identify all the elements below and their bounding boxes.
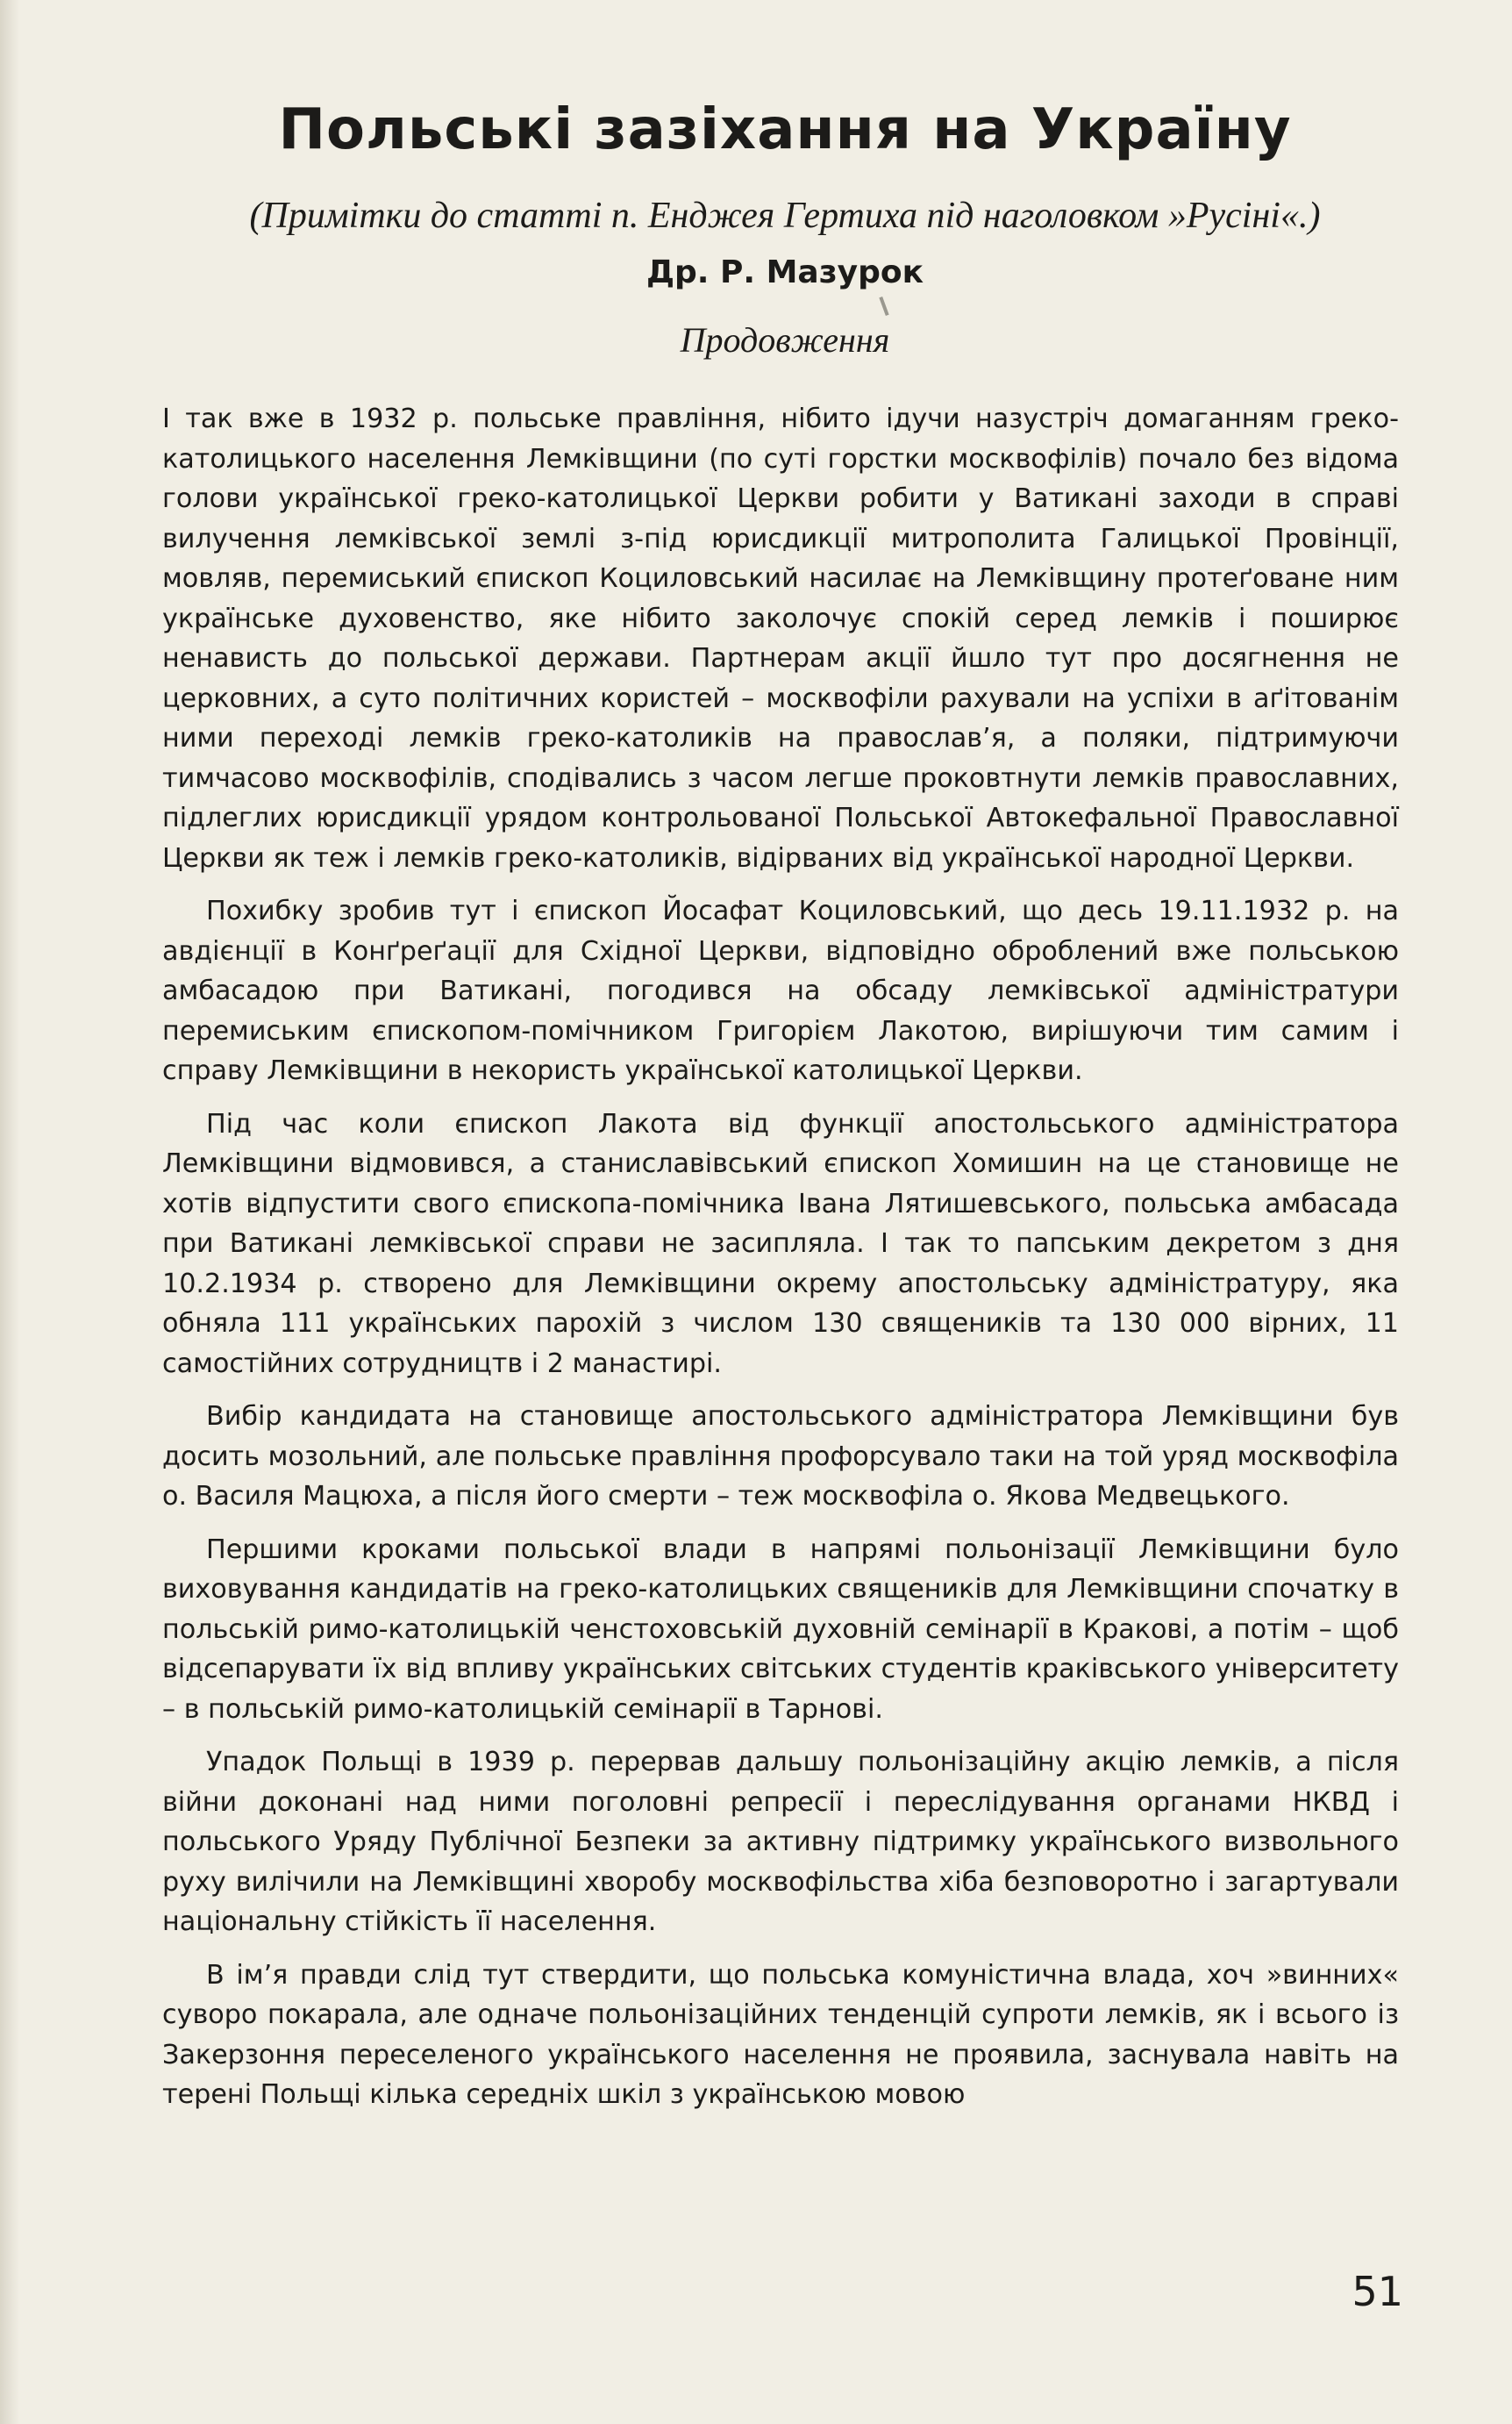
page-edge-shadow	[0, 0, 19, 2424]
continuation-note: Продовження	[680, 320, 890, 361]
paragraph: Вибір кандидата на становище апостольського адміністратора Лемківщини був досить мозольний, але польське правління профорсувало таки на той уряд москвофіла о. Василя Мацюха, а після його смерти – теж москвофіла о. Якова Медвецького.	[162, 1401, 1399, 1512]
article-subtitle: (Примітки до статті п. Енджея Гертиха під наголовком »Русіні«.)	[249, 195, 1321, 236]
paragraph: І так вже в 1932 р. польське правління, нібито ідучи назустріч домаганням греко-католицького населення Лемківщини (по суті горстки москвофілів) почало без відома голови української греко-католицької Церкви робити у Ватикані заходи в справі вилучення лемківської землі з-під юрисдикції митрополита Галицької Провінції, мовляв, перемиський єпископ Коциловський насилає на Лемківщину протеґоване ним українське духовенство, яке нібито заколочує спокій серед лемків і поширює ненависть до польської держави. Партнерам акції йшло тут про досягнення не церковних, а суто політичних користей – москвофіли рахували на успіхи в аґітованім ними переході лемків греко-католиків на православ’я, а поляки, підтримуючи тимчасово москвофілів, сподівались з часом легше проковтнути лемків православних, підлеглих юрисдикції урядом контрольованої Польської Автокефальної Православної Церкви як теж і лемків греко-католиків, відірваних від української народної Церкви.	[162, 404, 1399, 874]
article-header	[162, 97, 1408, 361]
paragraph: Під час коли єпископ Лакота від функції апостольського адміністратора Лемківщини відмовився, а станиславівський єпископ Хомишин на це становище не хотів відпустити свого єпископа-помічника Івана Лятишевського, польська амбасада при Ватикані лемківської справи не засипляла. І так то папським декретом з дня 10.2.1934 р. створено для Лемківщини окрему апостольську адміністратуру, яка обняла 111 українських парохій з числом 130 священиків та 130 000 вірних, 11 самостійних сотрудництв і 2 манастирі.	[162, 1108, 1399, 1379]
article-body	[162, 399, 1399, 2128]
paragraph: Похибку зробив тут і єпископ Йосафат Коциловський, що десь 19.11.1932 р. на авдієнції в Конґреґації для Східної Церкви, відповідно оброблений вже польською амбасадою при Ватикані, погодився на обсаду лемківської адміністратури перемиським єпископом-помічником Григорієм Лакотою, вирішуючи тим самим і справу Лемківщини в некористь української католицької Церкви.	[162, 896, 1399, 1086]
article-author: Др. Р. Мазурок	[645, 254, 924, 291]
paragraph: Упадок Польщі в 1939 р. перервав дальшу польонізаційну акцію лемків, а після війни доконані над ними поголовні репресії і переслідування органами НКВД і польського Уряду Публічної Безпеки за активну підтримку українського визвольного руху вилічили на Лемківщині хворобу москвофільства хіба безповоротно і загартували національну стійкість її населення.	[162, 1747, 1399, 1937]
paragraph: В ім’я правди слід тут ствердити, що польська комуністична влада, хоч »винних« суворо покарала, але одначе польонізаційних тенденцій супроти лемків, як і всього із Закерзоння переселеного українського населення не проявила, заснувала навіть на терені Польщі кілька середніх шкіл з українською мовою	[162, 1959, 1399, 2110]
page-number: 51	[1352, 2268, 1403, 2315]
article-title: Польські зазіхання на Україну	[278, 97, 1292, 162]
paragraph: Першими кроками польської влади в напрямі польонізації Лемківщини було виховування кандидатів на греко-католицьких священиків для Лемківщини спочатку в польській римо-католицькій ченстоховській духовній семінарії в Кракові, а потім – щоб відсепарувати їх від впливу українських світських студентів краківського університету – в польській римо-католицькій семінарії в Тарнові.	[162, 1534, 1399, 1725]
